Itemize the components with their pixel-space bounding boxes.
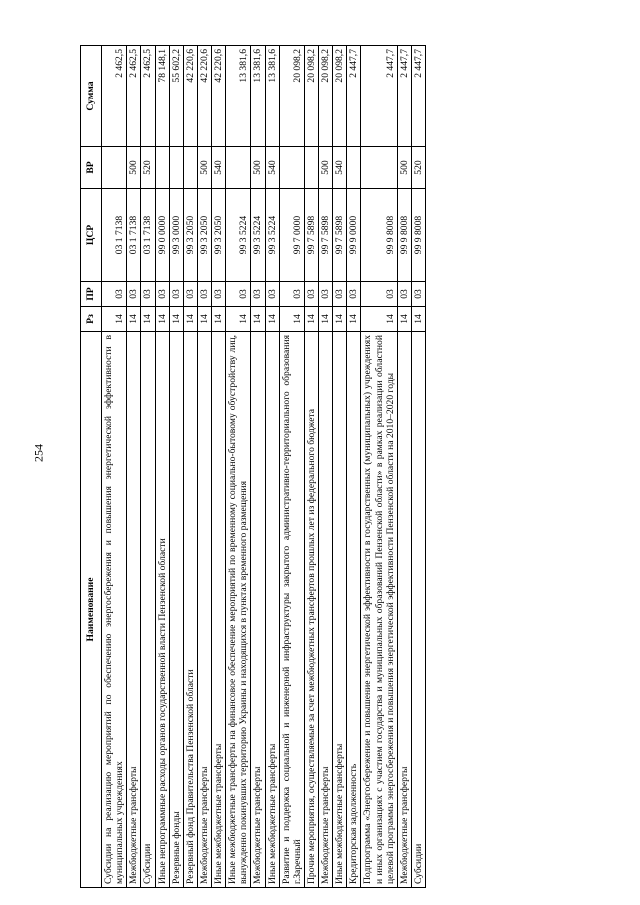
- table-row: [397, 46, 411, 888]
- header-pr: ПР: [81, 282, 102, 307]
- cell-name: Межбюджетные трансферты: [397, 332, 411, 888]
- cell-pr: 03: [333, 282, 347, 307]
- cell-rz: 14: [279, 307, 304, 332]
- table-row: [197, 46, 211, 888]
- cell-rz: 14: [127, 307, 141, 332]
- table-row: [141, 46, 155, 888]
- table-row: [411, 46, 425, 888]
- cell-pr: 03: [127, 282, 141, 307]
- cell-name: Прочие мероприятия, осуществляемые за счет межбюджетных трансфертов прошлых лет из федерального бюджета: [304, 332, 318, 888]
- cell-sum: 2 462,5: [102, 46, 127, 147]
- cell-rz: 14: [102, 307, 127, 332]
- cell-pr: 03: [183, 282, 197, 307]
- cell-vr: [183, 147, 197, 189]
- cell-sum: 42 220,6: [212, 46, 226, 147]
- cell-name: Иные межбюджетные трансферты: [265, 332, 279, 888]
- cell-rz: 14: [265, 307, 279, 332]
- header-vr: ВР: [81, 147, 102, 189]
- cell-sum: 13 381,6: [265, 46, 279, 147]
- cell-csr: 99 3 5224: [251, 189, 265, 282]
- header-sum: Сумма: [81, 46, 102, 147]
- table-row: [347, 46, 361, 888]
- page-number: 254: [31, 444, 46, 462]
- cell-pr: 03: [361, 282, 397, 307]
- cell-vr: 540: [212, 147, 226, 189]
- cell-pr: 03: [169, 282, 183, 307]
- cell-csr: 99 7 5898: [304, 189, 318, 282]
- cell-csr: 99 0 0000: [155, 189, 169, 282]
- cell-pr: 03: [397, 282, 411, 307]
- table-row: [102, 46, 127, 888]
- cell-name: Субсидии: [141, 332, 155, 888]
- cell-csr: 03 1 7138: [141, 189, 155, 282]
- cell-sum: 13 381,6: [251, 46, 265, 147]
- cell-sum: 20 098,2: [319, 46, 333, 147]
- cell-csr: 99 9 8008: [397, 189, 411, 282]
- cell-pr: 03: [197, 282, 211, 307]
- cell-csr: 99 3 5224: [226, 189, 251, 282]
- table-row: [251, 46, 265, 888]
- cell-csr: 99 9 8008: [361, 189, 397, 282]
- cell-pr: 03: [155, 282, 169, 307]
- cell-csr: 99 3 2050: [197, 189, 211, 282]
- table-row: [155, 46, 169, 888]
- cell-pr: 03: [226, 282, 251, 307]
- cell-sum: 42 220,6: [197, 46, 211, 147]
- cell-pr: 03: [319, 282, 333, 307]
- cell-pr: 03: [279, 282, 304, 307]
- cell-rz: 14: [197, 307, 211, 332]
- cell-rz: 14: [361, 307, 397, 332]
- cell-sum: 2 447,7: [397, 46, 411, 147]
- cell-vr: [347, 147, 361, 189]
- cell-csr: 99 9 0000: [347, 189, 361, 282]
- cell-vr: [304, 147, 318, 189]
- cell-pr: 03: [265, 282, 279, 307]
- cell-sum: 2 447,7: [347, 46, 361, 147]
- cell-rz: 14: [333, 307, 347, 332]
- cell-sum: 20 098,2: [304, 46, 318, 147]
- cell-pr: 03: [212, 282, 226, 307]
- cell-vr: 540: [265, 147, 279, 189]
- cell-csr: 03 1 7138: [127, 189, 141, 282]
- cell-csr: 99 3 2050: [212, 189, 226, 282]
- cell-vr: [102, 147, 127, 189]
- cell-name: Межбюджетные трансферты: [251, 332, 265, 888]
- cell-csr: 99 9 8008: [411, 189, 425, 282]
- cell-sum: 42 220,6: [183, 46, 197, 147]
- cell-name: Субсидии: [411, 332, 425, 888]
- cell-vr: [169, 147, 183, 189]
- table-row: [279, 46, 304, 888]
- cell-pr: 03: [347, 282, 361, 307]
- table-body: [102, 46, 426, 888]
- cell-name: Иные межбюджетные трансферты на финансовое обеспечение мероприятий по временному социально-бытовому обустройству лиц, вынужденно покинувших территорию Украины и находящихся в пунктах временного размещения: [226, 332, 251, 888]
- cell-name: Иные непрограммные расходы органов государственной власти Пензенской области: [155, 332, 169, 888]
- cell-rz: 14: [347, 307, 361, 332]
- cell-csr: 99 7 5898: [319, 189, 333, 282]
- cell-vr: 500: [251, 147, 265, 189]
- cell-pr: 03: [304, 282, 318, 307]
- cell-sum: 2 447,7: [361, 46, 397, 147]
- cell-rz: 14: [155, 307, 169, 332]
- cell-vr: [279, 147, 304, 189]
- cell-sum: 20 098,2: [333, 46, 347, 147]
- cell-rz: 14: [304, 307, 318, 332]
- cell-csr: 03 1 7138: [102, 189, 127, 282]
- cell-name: Подпрограмма «Энергосбережение и повышение энергетической эффективности в государственных (муниципальных) учреждениях и иных организациях с участием государства и муниципальных образований Пензенской области» в рамках реализации областной целевой программы энергосбережения и повышения энергетической эффективности Пензенской области на 2010–2020 годы: [361, 332, 397, 888]
- table-row: [183, 46, 197, 888]
- cell-pr: 03: [141, 282, 155, 307]
- cell-name: Резервный фонд Правительства Пензенской области: [183, 332, 197, 888]
- table-row: [304, 46, 318, 888]
- rotated-table-area: [80, 46, 595, 888]
- cell-name: Межбюджетные трансферты: [319, 332, 333, 888]
- cell-vr: [155, 147, 169, 189]
- cell-vr: [361, 147, 397, 189]
- cell-sum: 55 602,2: [169, 46, 183, 147]
- table-row: [212, 46, 226, 888]
- cell-name: Субсидии на реализацию мероприятий по обеспечению энергосбережения и повышения энергетической эффективности в муниципальных учреждениях: [102, 332, 127, 888]
- cell-name: Кредиторская задолженность: [347, 332, 361, 888]
- cell-rz: 14: [226, 307, 251, 332]
- cell-name: Межбюджетные трансферты: [197, 332, 211, 888]
- cell-csr: 99 3 2050: [183, 189, 197, 282]
- cell-sum: 78 148,1: [155, 46, 169, 147]
- cell-csr: 99 7 5898: [333, 189, 347, 282]
- cell-pr: 03: [251, 282, 265, 307]
- cell-name: Межбюджетные трансферты: [127, 332, 141, 888]
- header-name: Наименование: [81, 332, 102, 888]
- cell-name: Иные межбюджетные трансферты: [333, 332, 347, 888]
- cell-vr: 520: [141, 147, 155, 189]
- cell-rz: 14: [212, 307, 226, 332]
- cell-rz: 14: [397, 307, 411, 332]
- cell-vr: 500: [127, 147, 141, 189]
- cell-rz: 14: [169, 307, 183, 332]
- cell-vr: 540: [333, 147, 347, 189]
- table-row: [226, 46, 251, 888]
- table-header-row: [81, 46, 102, 888]
- cell-vr: [226, 147, 251, 189]
- header-csr: ЦСР: [81, 189, 102, 282]
- cell-rz: 14: [411, 307, 425, 332]
- cell-name: Резервные фонды: [169, 332, 183, 888]
- table-row: [319, 46, 333, 888]
- cell-csr: 99 7 0000: [279, 189, 304, 282]
- cell-rz: 14: [251, 307, 265, 332]
- table-row: [169, 46, 183, 888]
- cell-name: Иные межбюджетные трансферты: [212, 332, 226, 888]
- cell-sum: 2 462,5: [127, 46, 141, 147]
- budget-table: [80, 45, 426, 888]
- cell-vr: 500: [197, 147, 211, 189]
- header-rz: Рз: [81, 307, 102, 332]
- cell-rz: 14: [319, 307, 333, 332]
- cell-vr: 500: [319, 147, 333, 189]
- cell-sum: 20 098,2: [279, 46, 304, 147]
- cell-sum: 13 381,6: [226, 46, 251, 147]
- cell-sum: 2 462,5: [141, 46, 155, 147]
- cell-name: Развитие и поддержка социальной и инженерной инфраструктуры закрытого административно-территориального образования г.Заречный: [279, 332, 304, 888]
- cell-pr: 03: [102, 282, 127, 307]
- table-row: [127, 46, 141, 888]
- cell-vr: 500: [397, 147, 411, 189]
- cell-rz: 14: [141, 307, 155, 332]
- cell-csr: 99 3 5224: [265, 189, 279, 282]
- cell-vr: 520: [411, 147, 425, 189]
- cell-sum: 2 447,7: [411, 46, 425, 147]
- table-row: [265, 46, 279, 888]
- table-row: [361, 46, 397, 888]
- cell-pr: 03: [411, 282, 425, 307]
- cell-rz: 14: [183, 307, 197, 332]
- cell-csr: 99 3 0000: [169, 189, 183, 282]
- table-row: [333, 46, 347, 888]
